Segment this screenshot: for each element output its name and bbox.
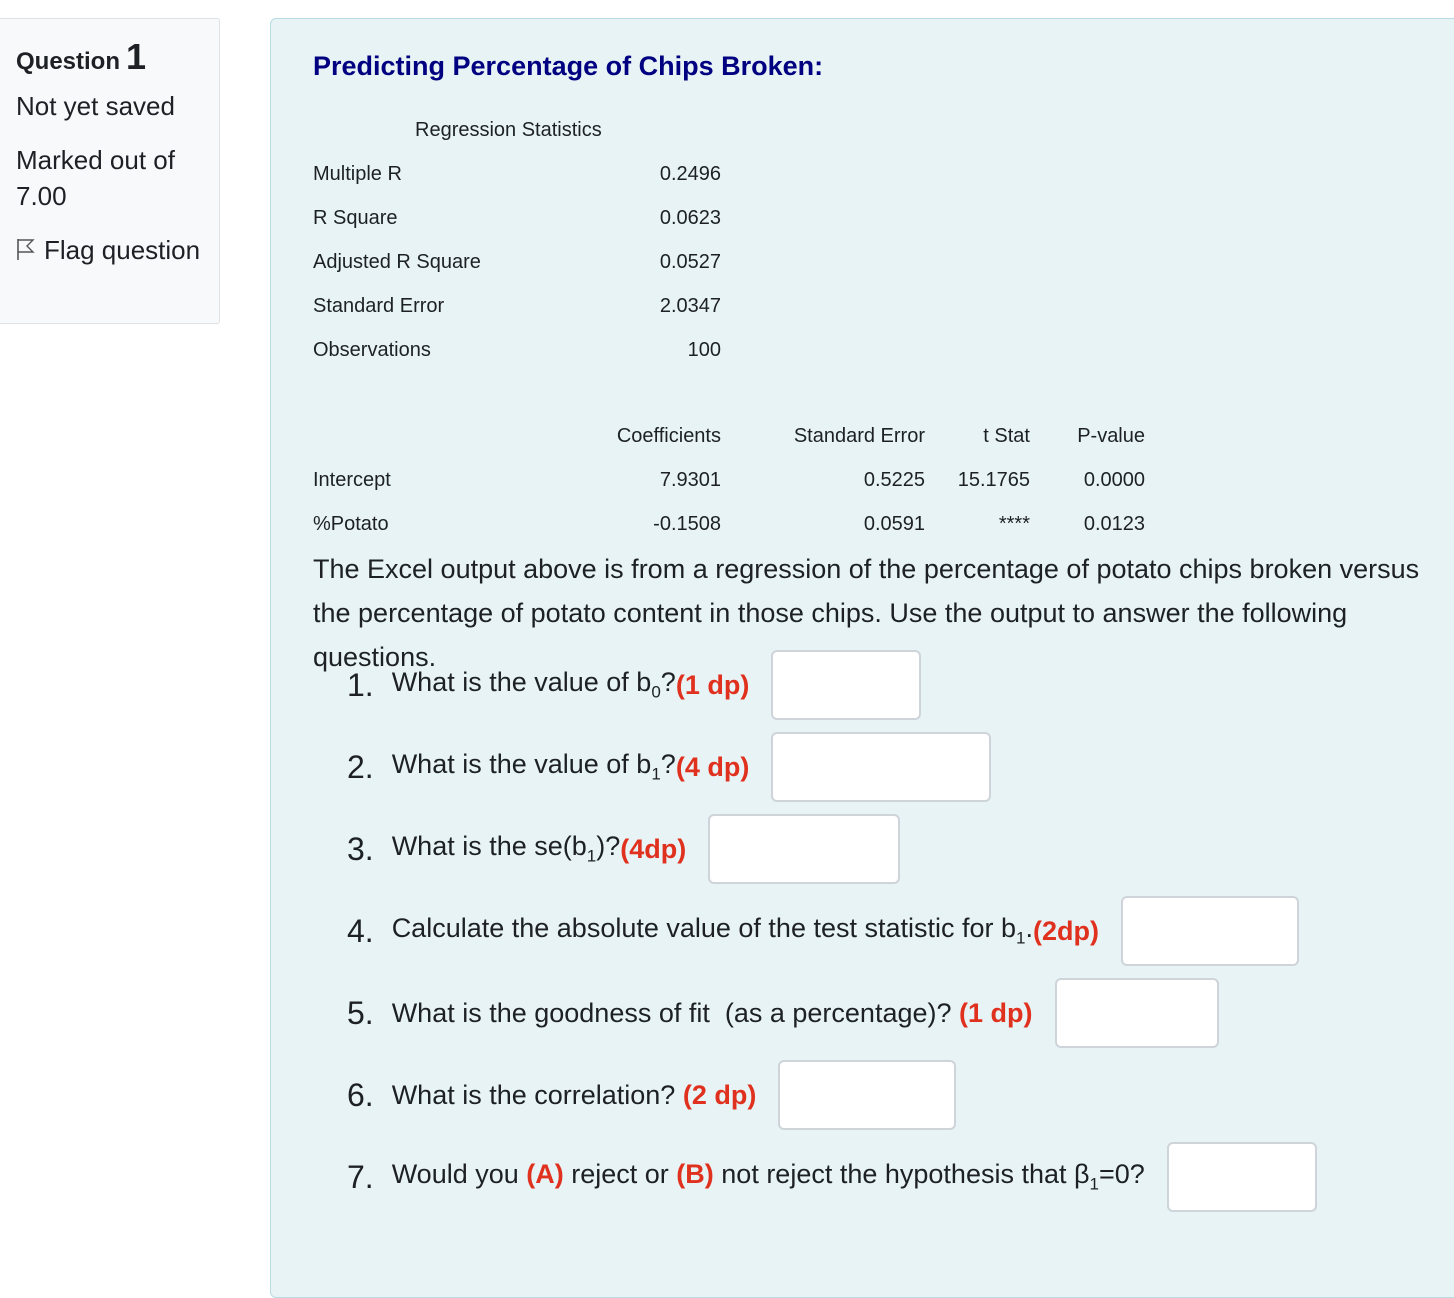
sub-question <box>347 1141 1317 1213</box>
answer-input-4[interactable] <box>1121 896 1299 966</box>
decimal-places-hint: (2 dp) <box>682 1079 757 1110</box>
answer-input-1[interactable] <box>771 650 921 720</box>
save-state: Not yet saved <box>16 91 175 121</box>
sub-question <box>347 813 900 885</box>
stat-row <box>313 207 721 231</box>
column-header: Coefficients <box>616 425 721 447</box>
table-cell: 0.0123 <box>1083 513 1145 535</box>
sub-question-number: 3. <box>347 830 374 867</box>
stat-label: Adjusted R Square <box>313 251 481 273</box>
stat-label: Standard Error <box>313 295 445 317</box>
stat-value: 0.2496 <box>659 163 721 185</box>
table-cell: 15.1765 <box>957 469 1030 491</box>
stat-row <box>313 339 721 363</box>
table-cell: Intercept <box>313 469 391 491</box>
stat-label: Observations <box>313 339 431 361</box>
answer-input-3[interactable] <box>708 814 900 884</box>
regression-statistics-heading: Regression Statistics <box>415 119 602 141</box>
stat-value: 0.0623 <box>659 207 721 229</box>
question-heading <box>16 35 219 84</box>
question-number: 1 <box>126 36 147 77</box>
grade-info: Marked out of 7.00 <box>16 145 175 211</box>
flag-label: Flag question <box>44 235 201 265</box>
option-a-label: (A) <box>526 1159 564 1190</box>
table-row <box>313 513 1153 537</box>
stat-value: 2.0347 <box>659 295 721 317</box>
question-content <box>270 18 1454 1298</box>
stat-value: 100 <box>687 339 721 361</box>
question-info-panel <box>0 18 220 324</box>
answer-input-2[interactable] <box>771 732 991 802</box>
sub-question <box>347 895 1299 967</box>
sub-question-text: What is the correlation? <box>391 1079 683 1110</box>
stat-row <box>313 295 721 319</box>
sub-question <box>347 649 921 721</box>
sub-question-number: 6. <box>347 1076 374 1113</box>
stat-value: 0.0527 <box>659 251 721 273</box>
decimal-places-hint: (1 dp) <box>675 669 750 700</box>
table-cell: 0.0000 <box>1083 469 1145 491</box>
sub-question-number: 2. <box>347 748 374 785</box>
table-cell: %Potato <box>313 513 389 535</box>
flag-icon <box>16 234 36 258</box>
sub-question-number: 7. <box>347 1158 374 1195</box>
column-header: Standard Error <box>793 425 925 447</box>
option-b-label: (B) <box>676 1159 714 1190</box>
stat-label: R Square <box>313 207 398 229</box>
answer-input-7[interactable] <box>1167 1142 1317 1212</box>
stat-label: Multiple R <box>313 163 402 185</box>
table-cell: 0.0591 <box>863 513 925 535</box>
table-cell: 0.5225 <box>863 469 925 491</box>
column-header: t Stat <box>983 425 1030 447</box>
sub-question-text: What is the value of $b_1$? <box>391 749 676 784</box>
answer-input-5[interactable] <box>1055 978 1219 1048</box>
question-title: Predicting Percentage of Chips Broken: <box>313 51 824 81</box>
question-description: The Excel output above is from a regression of the percentage of potato chips broken versus the percentage of potato content in those chips. Use the output to answer the following questions. <box>313 554 1420 672</box>
decimal-places-hint: (1 dp) <box>959 997 1033 1028</box>
stat-row <box>313 163 721 187</box>
sub-question-text: Would you (A) reject or (B) not reject the hypothesis that $\beta_1=0$? <box>391 1159 1145 1194</box>
sub-question-text: Calculate the absolute value of the test statistic for $b_1$. <box>391 913 1034 948</box>
table-cell: -0.1508 <box>653 513 721 535</box>
sub-question-number: 1. <box>347 666 374 703</box>
sub-question-text: What is the $se(b_1)$? <box>391 831 621 866</box>
decimal-places-hint: (4 dp) <box>675 751 750 782</box>
sub-question <box>347 731 991 803</box>
table-cell: 7.9301 <box>659 469 721 491</box>
flag-question-link[interactable] <box>16 232 206 268</box>
sub-question <box>347 977 1219 1049</box>
question-label: Question <box>16 48 121 75</box>
decimal-places-hint: (4dp) <box>620 833 687 864</box>
stat-row <box>313 251 721 275</box>
sub-question-number: 5. <box>347 994 374 1031</box>
sub-question <box>347 1059 956 1131</box>
table-cell: **** <box>998 513 1030 535</box>
table-row <box>313 469 1153 493</box>
decimal-places-hint: (2dp) <box>1033 915 1100 946</box>
column-header: P-value <box>1077 425 1145 447</box>
sub-question-text: What is the value of $b_0$? <box>391 667 676 702</box>
table-header-row <box>313 425 1153 449</box>
answer-input-6[interactable] <box>778 1060 956 1130</box>
sub-question-text: What is the goodness of fit (as a percentage)? <box>391 997 960 1028</box>
sub-question-number: 4. <box>347 912 374 949</box>
